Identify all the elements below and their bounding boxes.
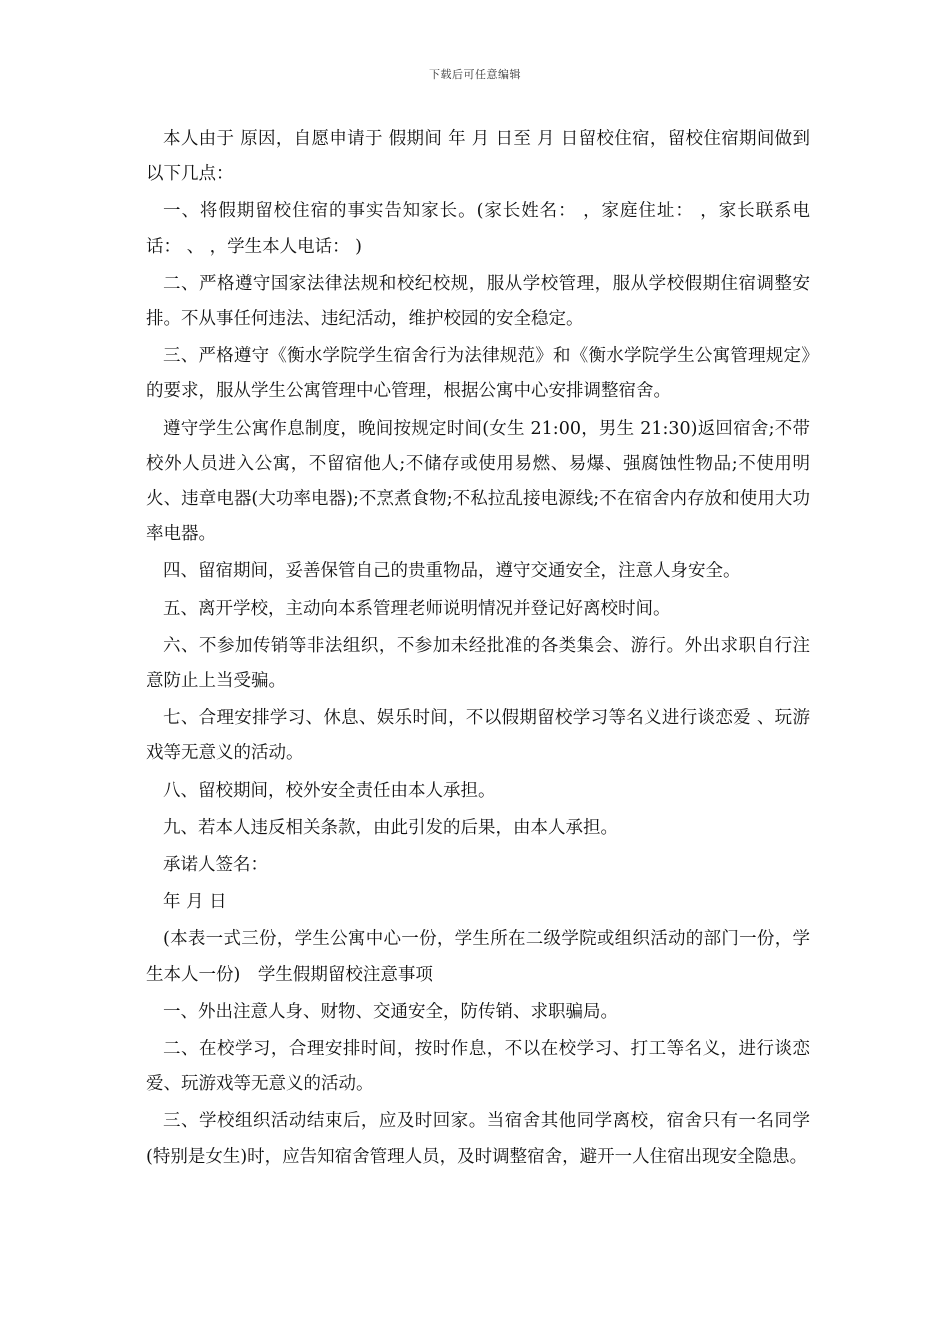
notice-item-2: 二、在校学习，合理安排时间，按时作息，不以在校学习、打工等名义，进行谈恋爱、玩游戏等无意义的活动。: [146, 1039, 810, 1095]
dorm-rules-paragraph: 遵守学生公寓作息制度，晚间按规定时间(女生 21:00，男生 21:30)返回宿舍;不带校外人员进入公寓，不留宿他人;不储存或使用易燃、易爆、强腐蚀性物品;不使用明火、违章电器(大功率电器);不烹煮食物;不私拉乱接电源线;不在宿舍内存放和使用大功率电器。: [146, 418, 810, 545]
pledge-item-4: 四、留宿期间，妥善保管自己的贵重物品，遵守交通安全，注意人身安全。: [163, 561, 741, 582]
pledge-item-5: 五、离开学校，主动向本系管理老师说明情况并登记好离校时间。: [163, 598, 671, 619]
document-body: [146, 122, 810, 1175]
date-line: 年 月 日: [163, 892, 227, 913]
pledge-item-3: 三、严格遵守《衡水学院学生宿舍行为法律规范》和《衡水学院学生公寓管理规定》的要求，服从学生公寓管理中心管理，根据公寓中心安排调整宿舍。: [146, 346, 810, 402]
intro-paragraph: 本人由于 原因，自愿申请于 假期间 年 月 日至 月 日留校住宿，留校住宿期间做到以下几点：: [146, 129, 810, 185]
pledge-item-9: 九、若本人违反相关条款，由此引发的后果，由本人承担。: [163, 817, 618, 838]
copies-note: (本表一式三份，学生公寓中心一份，学生所在二级学院或组织活动的部门一份，学生本人一份) 学生假期留校注意事项: [146, 929, 810, 985]
pledge-item-2: 二、严格遵守国家法律法规和校纪校规，服从学校管理，服从学校假期住宿调整安排。不从事任何违法、违纪活动，维护校园的安全稳定。: [146, 273, 810, 330]
notice-item-3: 三、学校组织活动结束后，应及时回家。当宿舍其他同学离校，宿舍只有一名同学(特别是女生)时，应告知宿舍管理人员，及时调整宿舍，避开一人住宿出现安全隐患。: [146, 1111, 810, 1167]
notice-item-1: 一、外出注意人身、财物、交通安全，防传销、求职骗局。: [163, 1001, 618, 1022]
header-note: 下载后可任意编辑: [429, 68, 521, 81]
signature-line: 承诺人签名：: [163, 855, 268, 876]
pledge-item-6: 六、不参加传销等非法组织，不参加未经批准的各类集会、游行。外出求职自行注意防止上当受骗。: [146, 635, 810, 692]
pledge-item-7: 七、合理安排学习、休息、娱乐时间，不以假期留校学习等名义进行谈恋爱 、玩游戏等无意义的活动。: [146, 708, 810, 764]
pledge-item-8: 八、留校期间，校外安全责任由本人承担。: [163, 780, 496, 801]
pledge-item-1: 一、将假期留校住宿的事实告知家长。(家长姓名： ，家庭住址： ，家长联系电话： 、 ，学生本人电话： ): [146, 201, 810, 257]
